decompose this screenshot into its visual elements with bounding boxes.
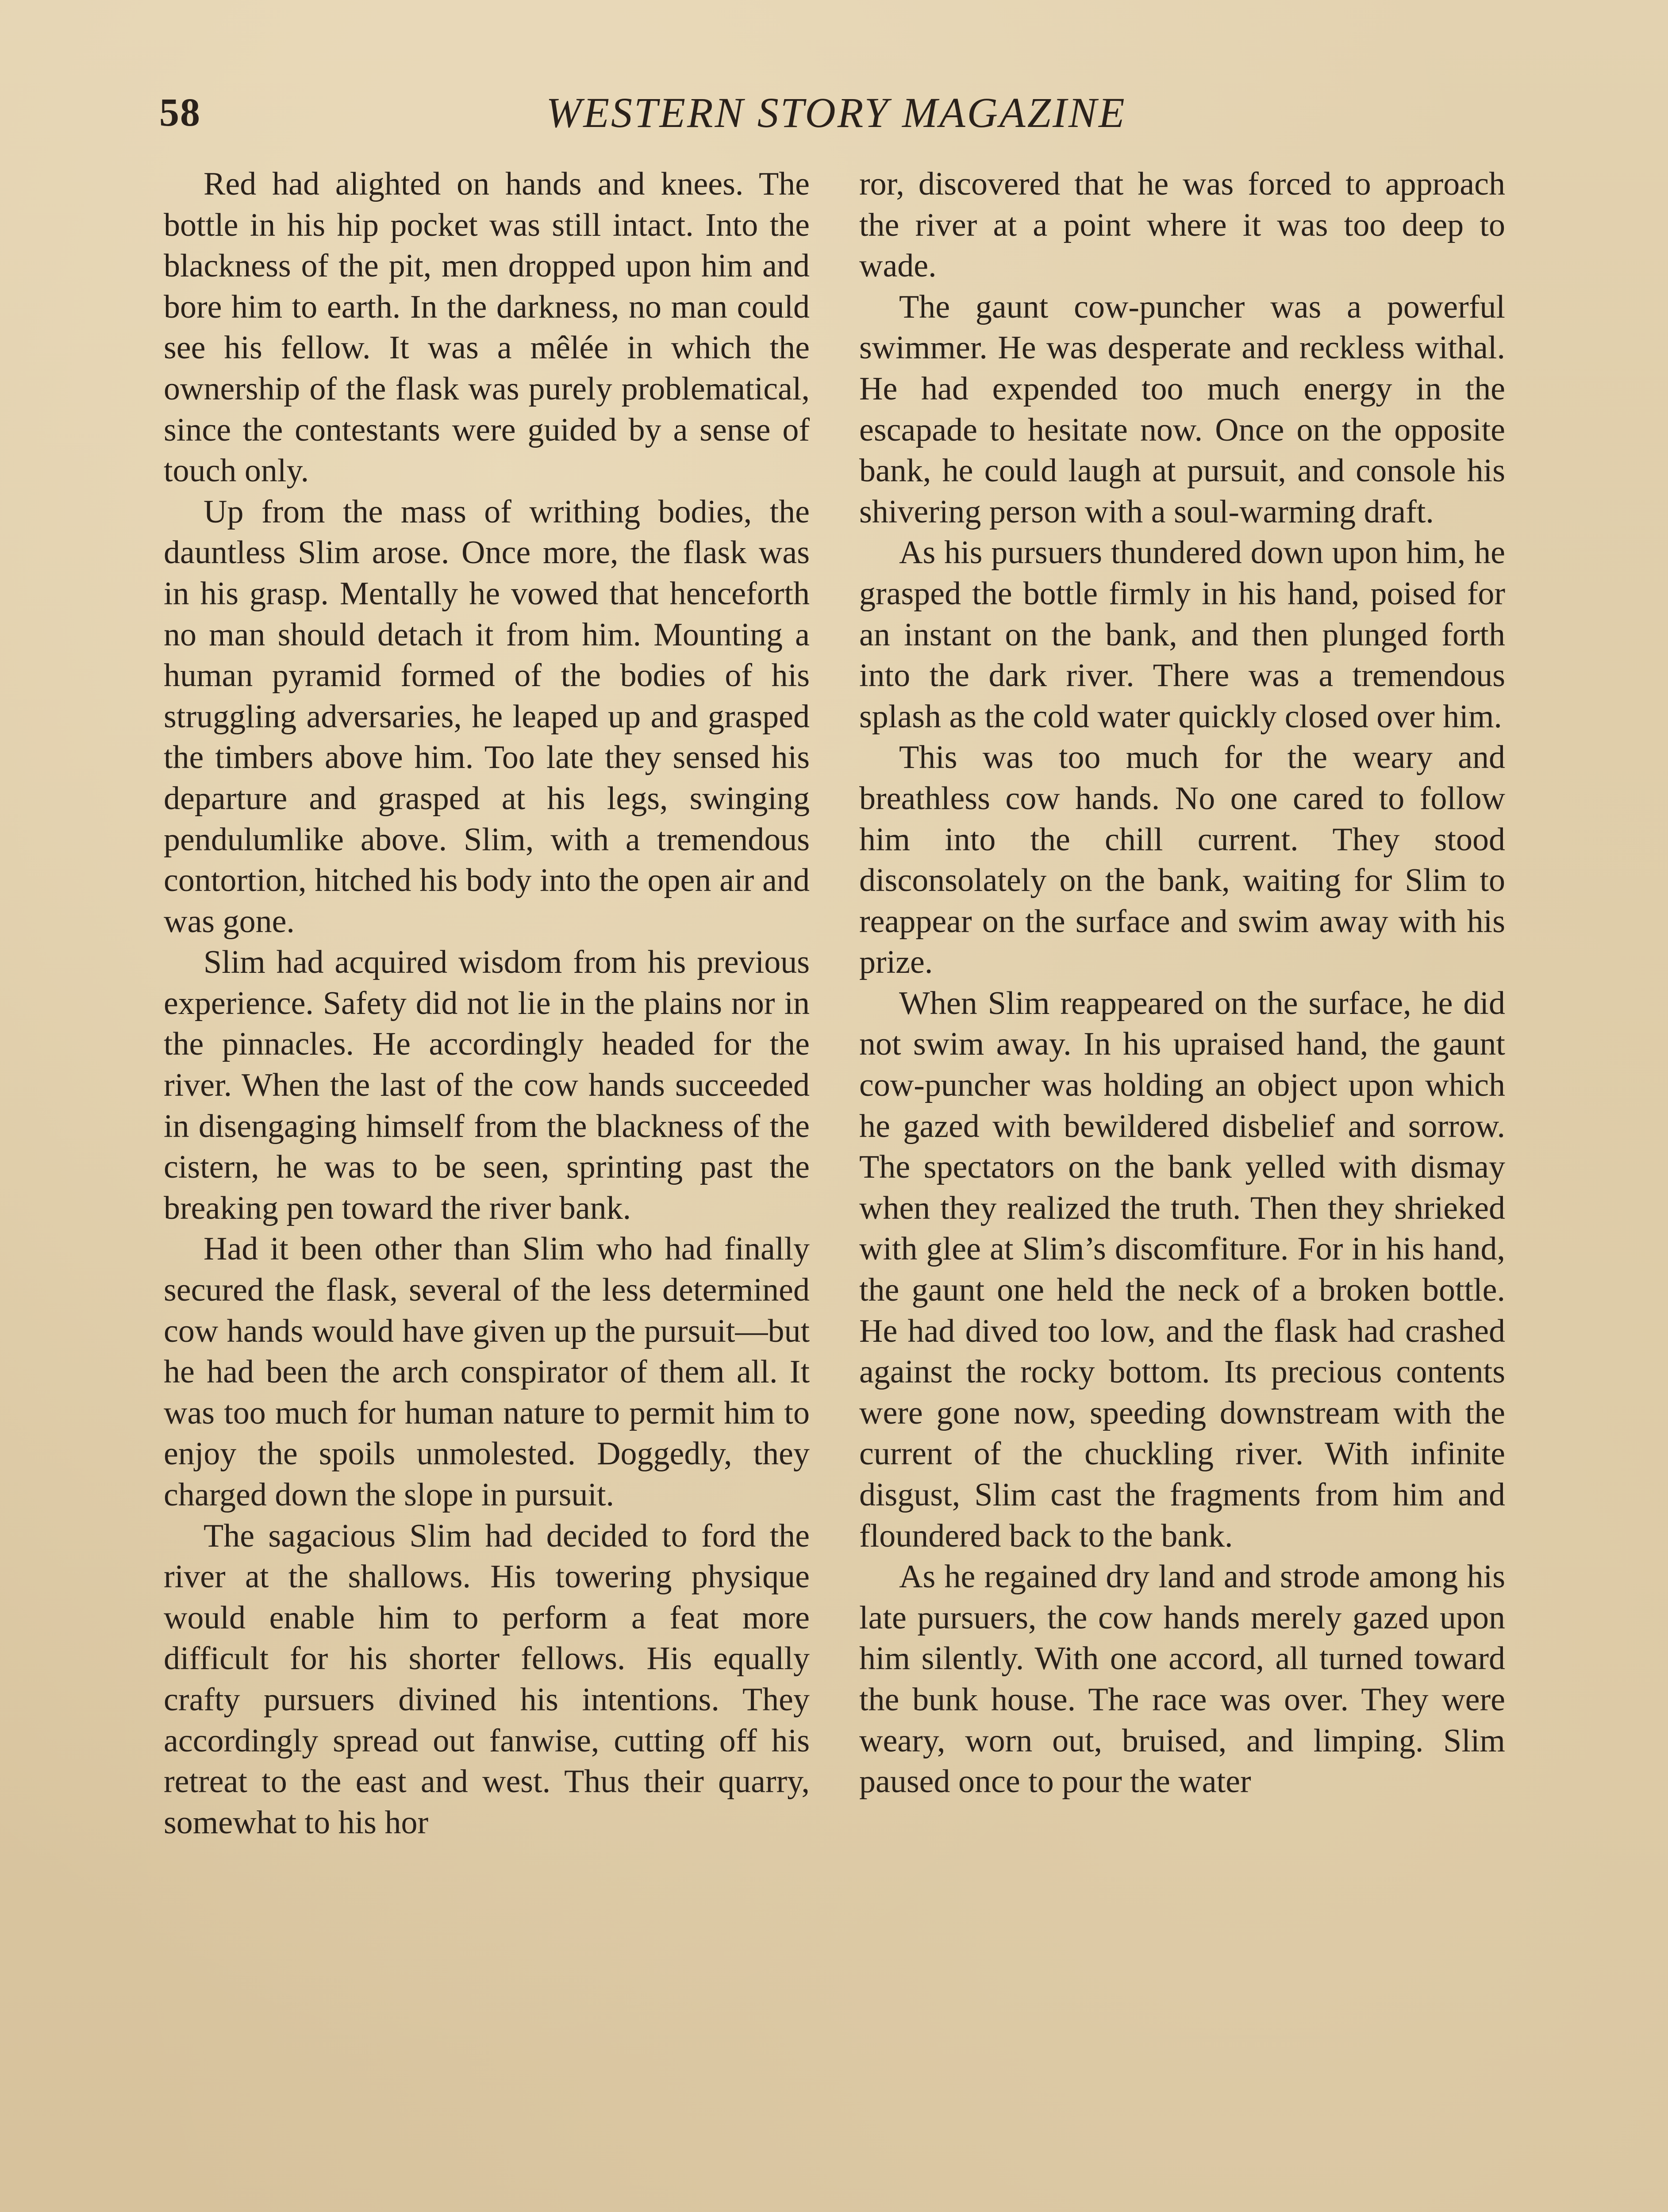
page-header <box>159 84 1513 142</box>
running-title: WESTERN STORY MAGAZINE <box>546 89 1126 136</box>
paragraph: The gaunt cow-puncher was a powerful swimmer. He was desperate and reckless withal. He had expended too much energy in the escapade to hesitate now. Once on the opposite bank, he could laugh at pursuit, and console his shivering person with a soul-warming draft. <box>859 288 1505 530</box>
paragraph: As he regained dry land and strode among his late pursuers, the cow hands merely gazed upon him silently. With one accord, all turned toward the bunk house. The race was over. They were weary, worn out, bruised, and limping. Slim paused once to pour the water <box>859 1559 1505 1800</box>
right-column <box>859 164 1505 1802</box>
paragraph: Slim had acquired wisdom from his previous experience. Safety did not lie in the plains nor in the pinnacles. He accordingly headed for the river. When the last of the cow hands succeeded in disengaging himself from the blackness of the cistern, he was to be seen, sprinting past the breaking pen toward the river bank. <box>164 944 810 1226</box>
paragraph: Up from the mass of writhing bodies, the dauntless Slim arose. Once more, the flask was in his grasp. Mentally he vowed that henceforth no man should detach it from him. Mounting a human pyramid formed of the bodies of his struggling adversaries, he leaped up and grasped the timbers above him. Too late they sensed his departure and grasped at his legs, swinging pendulumlike above. Slim, with a tremendous contortion, hitched his body into the open air and was gone. <box>164 493 810 940</box>
paragraph: This was too much for the weary and breathless cow hands. No one cared to follow him into the chill current. They stood disconsolately on the bank, waiting for Slim to reappear on the surface and swim away with his prize. <box>859 739 1505 981</box>
paragraph: As his pursuers thundered down upon him, he grasped the bottle firmly in his hand, poised for an instant on the bank, and then plunged forth into the dark river. There was a tremendous splash as the cold water quickly closed over him. <box>859 534 1505 735</box>
paragraph: The sagacious Slim had decided to ford the river at the shallows. His towering physique would enable him to perform a feat more difficult for his shorter fellows. His equally crafty pursuers divined his intentions. They accordingly spread out fanwise, cutting off his retreat to the east and west. Thus their quarry, somewhat to his hor <box>164 1517 810 1841</box>
paragraph: Red had alighted on hands and knees. The bottle in his hip pocket was still intact. Into the blackness of the pit, men dropped upon him and bore him to earth. In the darkness, no man could see his fellow. It was a mêlée in which the ownership of the flask was purely problematical, since the contestants were guided by a sense of touch only. <box>164 166 810 489</box>
paragraph: When Slim reappeared on the surface, he did not swim away. In his upraised hand, the gaunt cow-puncher was holding an object upon which he gazed with bewildered disbelief and sorrow. The spectators on the bank yelled with dismay when they realized the truth. Then they shrieked with glee at Slim’s discomfiture. For in his hand, the gaunt one held the neck of a broken bottle. He had dived too low, and the flask had crashed against the rocky bottom. Its precious contents were gone now, speeding downstream with the current of the chuckling river. With infinite disgust, Slim cast the fragments from him and floundered back to the bank. <box>859 985 1505 1554</box>
paragraph-continuation: ror, discovered that he was forced to approach the river at a point where it was too deep to wade. <box>859 166 1505 284</box>
paragraph: Had it been other than Slim who had finally secured the flask, several of the less determined cow hands would have given up the pursuit—but he had been the arch conspirator of them all. It was too much for human nature to permit him to enjoy the spoils unmolested. Doggedly, they charged down the slope in pursuit. <box>164 1231 810 1513</box>
page-number: 58 <box>159 91 201 134</box>
left-column <box>164 164 810 1843</box>
